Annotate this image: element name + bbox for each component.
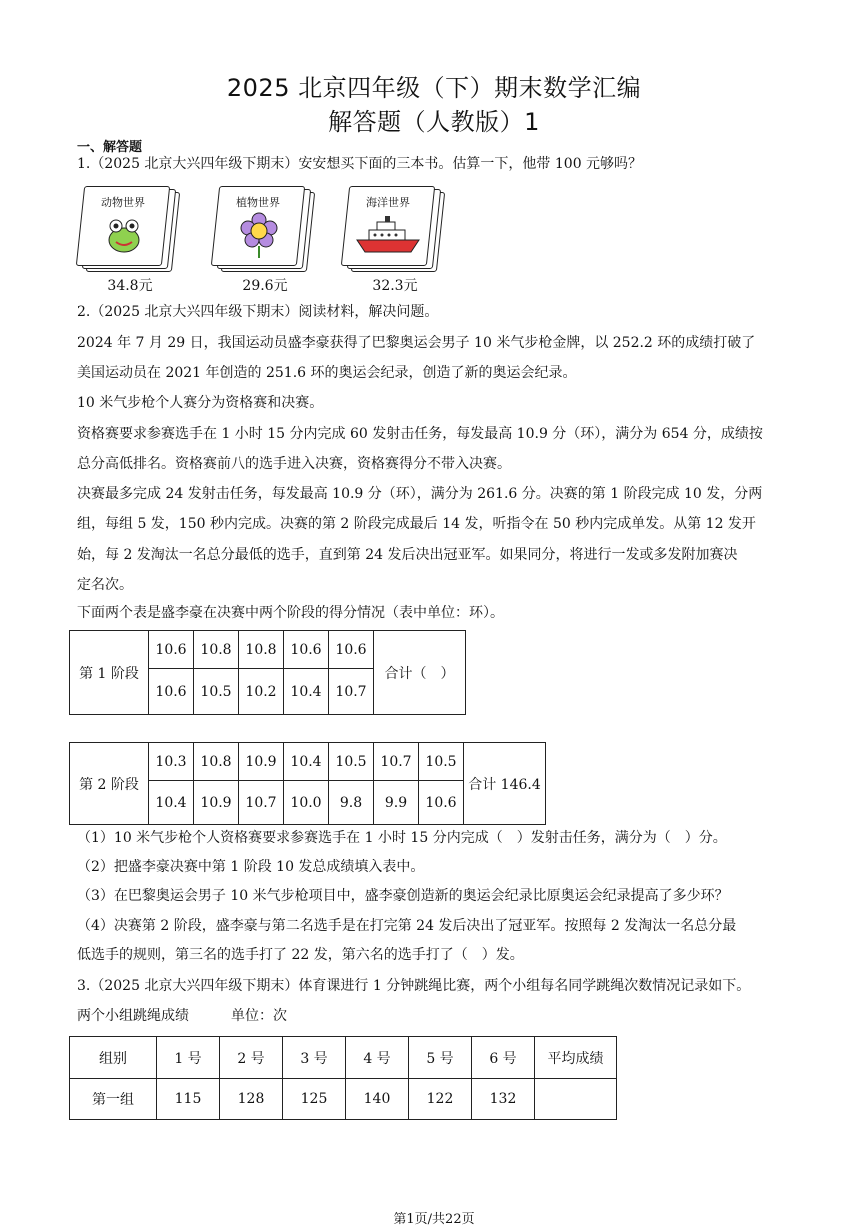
jump-rope-table bbox=[69, 1036, 617, 1120]
score-cell: 9.8 bbox=[329, 781, 374, 825]
score-cell: 10.8 bbox=[194, 743, 239, 781]
q2-line: 美国运动员在 2021 年创造的 251.6 环的奥运会纪录，创造了新的奥运会纪录。 bbox=[77, 365, 577, 381]
book-title: 植物世界 bbox=[236, 196, 280, 209]
q2-line: 决赛最多完成 24 发射击任务，每发最高 10.9 分（环），满分为 261.6 分。决赛的第 1 阶段完成 10 发，分两 bbox=[77, 486, 763, 502]
count-cell: 128 bbox=[220, 1079, 283, 1120]
book-title: 海洋世界 bbox=[366, 196, 410, 209]
q2-sub: （1）10 米气步枪个人资格赛要求参赛选手在 1 小时 15 分内完成（ ）发射击任务，满分为（ ）分。 bbox=[77, 830, 727, 846]
q2-intro: 2.（2025 北京大兴四年级下期末）阅读材料，解决问题。 bbox=[77, 304, 439, 320]
section-heading: 一、解答题 bbox=[77, 140, 143, 155]
stage2-table bbox=[69, 742, 546, 825]
score-cell: 10.4 bbox=[149, 781, 194, 825]
q2-sub: （4）决赛第 2 阶段，盛李豪与第二名选手是在打完第 24 发后决出了冠亚军。按照每 2 发淘汰一名总分最 bbox=[77, 918, 737, 934]
q2-line: 总分高低排名。资格赛前八的选手进入决赛，资格赛得分不带入决赛。 bbox=[77, 456, 511, 472]
header-cell: 5 号 bbox=[409, 1037, 472, 1079]
score-cell: 10.8 bbox=[194, 631, 239, 669]
stage2-label: 第 2 阶段 bbox=[70, 743, 149, 825]
q2-line: 组，每组 5 发，150 秒内完成。决赛的第 2 阶段完成最后 14 发，听指令在 50 秒内完成单发。从第 12 发开 bbox=[77, 516, 756, 532]
frog-icon bbox=[102, 212, 146, 256]
count-cell: 125 bbox=[283, 1079, 346, 1120]
ship-icon bbox=[355, 216, 421, 256]
count-cell: 122 bbox=[409, 1079, 472, 1120]
q2-line: 2024 年 7 月 29 日，我国运动员盛李豪获得了巴黎奥运会男子 10 米气步枪金牌，以 252.2 环的成绩打破了 bbox=[77, 335, 756, 351]
score-cell: 10.6 bbox=[149, 631, 194, 669]
page-title: 2025 北京四年级（下）期末数学汇编 bbox=[226, 74, 642, 102]
score-cell: 10.5 bbox=[419, 743, 464, 781]
q2-sub: 低选手的规则，第三名的选手打了 22 发，第六名的选手打了（ ）发。 bbox=[77, 947, 524, 963]
stage1-total: 合计（ ） bbox=[374, 631, 466, 715]
book-ocean bbox=[345, 186, 445, 276]
score-cell: 10.2 bbox=[239, 669, 284, 715]
count-cell: 140 bbox=[346, 1079, 409, 1120]
q3-text: 3.（2025 北京大兴四年级下期末）体育课进行 1 分钟跳绳比赛，两个小组每名同学跳绳次数情况记录如下。 bbox=[77, 978, 751, 994]
count-cell: 132 bbox=[472, 1079, 535, 1120]
header-cell: 平均成绩 bbox=[535, 1037, 617, 1079]
count-cell: 115 bbox=[157, 1079, 220, 1120]
header-cell: 3 号 bbox=[283, 1037, 346, 1079]
page-subtitle: 解答题（人教版）1 bbox=[328, 108, 540, 136]
book-price: 29.6元 bbox=[242, 278, 288, 294]
score-cell: 10.5 bbox=[194, 669, 239, 715]
score-cell: 10.7 bbox=[329, 669, 374, 715]
score-cell: 10.7 bbox=[239, 781, 284, 825]
average-cell bbox=[535, 1079, 617, 1120]
book-title: 动物世界 bbox=[101, 196, 145, 209]
score-cell: 10.0 bbox=[284, 781, 329, 825]
score-cell: 10.6 bbox=[419, 781, 464, 825]
book-price: 34.8元 bbox=[107, 278, 153, 294]
q2-sub: （3）在巴黎奥运会男子 10 米气步枪项目中，盛李豪创造新的奥运会纪录比原奥运会纪录提高了多少环？ bbox=[77, 888, 729, 904]
score-cell: 10.6 bbox=[149, 669, 194, 715]
header-cell: 2 号 bbox=[220, 1037, 283, 1079]
book-plant bbox=[215, 186, 315, 276]
score-cell: 9.9 bbox=[374, 781, 419, 825]
q2-line: 定名次。 bbox=[77, 577, 133, 593]
stage1-table bbox=[69, 630, 466, 715]
q1-text: 1.（2025 北京大兴四年级下期末）安安想买下面的三本书。估算一下，他带 100 元够吗？ bbox=[77, 156, 643, 172]
header-cell: 6 号 bbox=[472, 1037, 535, 1079]
stage1-label: 第 1 阶段 bbox=[70, 631, 149, 715]
score-cell: 10.4 bbox=[284, 743, 329, 781]
score-cell: 10.8 bbox=[239, 631, 284, 669]
q2-line: 资格赛要求参赛选手在 1 小时 15 分内完成 60 发射击任务，每发最高 10.9 分（环），满分为 654 分，成绩按 bbox=[77, 426, 763, 442]
q3-caption: 两个小组跳绳成绩 单位：次 bbox=[77, 1008, 287, 1024]
stage2-total: 合计 146.4 bbox=[464, 743, 546, 825]
q2-line: 始，每 2 发淘汰一名总分最低的选手，直到第 24 发后决出冠亚军。如果同分，将进行一发或多发附加赛决 bbox=[77, 547, 738, 563]
score-cell: 10.6 bbox=[329, 631, 374, 669]
score-cell: 10.4 bbox=[284, 669, 329, 715]
score-cell: 10.5 bbox=[329, 743, 374, 781]
q2-sub: （2）把盛李豪决赛中第 1 阶段 10 发总成绩填入表中。 bbox=[77, 859, 425, 875]
header-cell: 1 号 bbox=[157, 1037, 220, 1079]
score-cell: 10.9 bbox=[239, 743, 284, 781]
header-cell: 4 号 bbox=[346, 1037, 409, 1079]
book-animal bbox=[80, 186, 180, 276]
score-cell: 10.7 bbox=[374, 743, 419, 781]
q2-line: 下面两个表是盛李豪在决赛中两个阶段的得分情况（表中单位：环）。 bbox=[77, 605, 504, 621]
q2-line: 10 米气步枪个人赛分为资格赛和决赛。 bbox=[77, 395, 324, 411]
score-cell: 10.3 bbox=[149, 743, 194, 781]
book-price: 32.3元 bbox=[372, 278, 418, 294]
score-cell: 10.9 bbox=[194, 781, 239, 825]
header-cell: 组别 bbox=[70, 1037, 157, 1079]
page-footer: 第1页/共22页 bbox=[393, 1212, 475, 1227]
group-cell: 第一组 bbox=[70, 1079, 157, 1120]
score-cell: 10.6 bbox=[284, 631, 329, 669]
flower-icon bbox=[237, 212, 281, 258]
